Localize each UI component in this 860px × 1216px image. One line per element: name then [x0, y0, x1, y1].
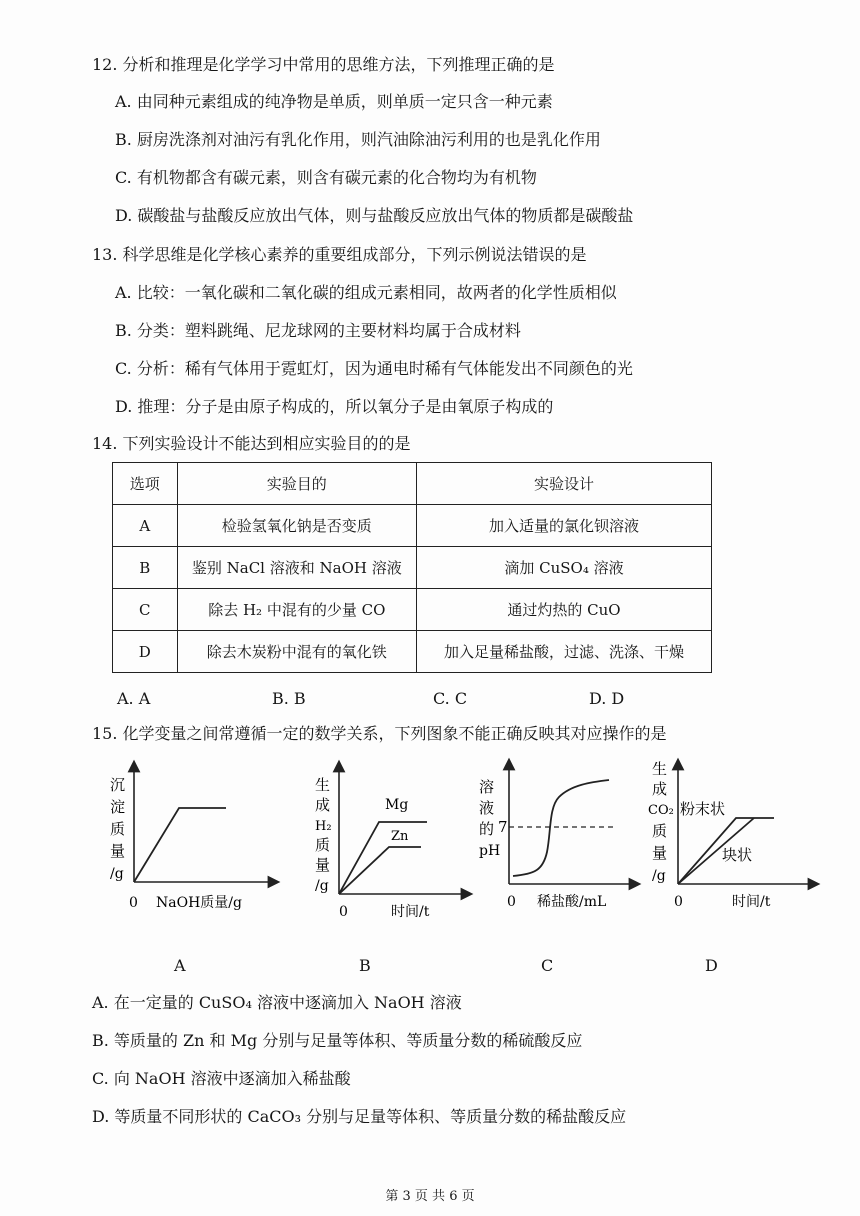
- table-cell: 鉴别 NaCl 溶液和 NaOH 溶液: [177, 547, 416, 589]
- question-12-option-a: A. 由同种元素组成的纯净物是单质，则单质一定只含一种元素: [115, 92, 553, 111]
- origin-label: 0: [339, 904, 348, 920]
- mg-label: Mg: [385, 797, 409, 813]
- table-cell: 除去木炭粉中混有的氧化铁: [177, 631, 416, 673]
- origin-label: 0: [129, 895, 138, 911]
- powder-label: 粉末状: [680, 800, 726, 818]
- question-13-option-d: D. 推理：分子是由原子构成的，所以氧分子是由氧原子构成的: [115, 397, 554, 416]
- graph-b-caption: B: [359, 956, 371, 975]
- question-15-option-b: B. 等质量的 Zn 和 Mg 分别与足量等体积、等质量分数的稀硫酸反应: [92, 1031, 583, 1050]
- y-label-char: 沉: [110, 776, 126, 794]
- y-label-char: 质: [110, 820, 126, 838]
- y-label-char: 质: [652, 822, 668, 840]
- graph-b: [304, 752, 484, 922]
- question-14-stem: 14. 下列实验设计不能达到相应实验目的的是: [92, 434, 411, 453]
- question-13-option-b: B. 分类：塑料跳绳、尼龙球网的主要材料均属于合成材料: [115, 321, 521, 340]
- question-14-answer-b: B. B: [272, 689, 306, 708]
- y-label-char: 的: [479, 820, 495, 838]
- y-label-char: 生: [315, 776, 331, 794]
- table-cell: D: [113, 631, 178, 673]
- x-label: 时间/t: [732, 894, 771, 910]
- question-15-stem: 15. 化学变量之间常遵循一定的数学关系，下列图象不能正确反映其对应操作的是: [92, 724, 667, 743]
- table-header-cell: 选项: [113, 463, 178, 505]
- graph-c-caption: C: [541, 956, 554, 975]
- table-cell: 除去 H₂ 中混有的少量 CO: [177, 589, 416, 631]
- question-14-answer-c: C. C: [433, 689, 468, 708]
- y-label-char: 量: [315, 856, 331, 874]
- graph-a: [104, 752, 284, 922]
- y-label-char: 淀: [110, 798, 126, 816]
- table-row: [113, 547, 712, 589]
- table-header-cell: 实验设计: [417, 463, 712, 505]
- graph-d: [646, 752, 826, 922]
- y-label-char: 量: [652, 844, 668, 862]
- precipitate-curve: [134, 808, 226, 882]
- graph-d-caption: D: [705, 956, 718, 975]
- table-cell: 加入足量稀盐酸，过滤、洗涤、干燥: [417, 631, 712, 673]
- y-label-char: pH: [479, 843, 501, 859]
- origin-label: 0: [507, 894, 516, 910]
- zn-label: Zn: [391, 829, 409, 844]
- ph7-tick-label: 7: [498, 818, 508, 836]
- y-label-char: 质: [315, 836, 331, 854]
- question-12-option-d: D. 碳酸盐与盐酸反应放出气体，则与盐酸反应放出气体的物质都是碳酸盐: [115, 206, 634, 225]
- y-label-char: 成: [652, 780, 668, 798]
- origin-label: 0: [674, 894, 683, 910]
- x-label: 时间/t: [391, 904, 430, 920]
- y-label-char: CO₂: [648, 803, 674, 818]
- page-footer: 第 3 页 共 6 页: [385, 1189, 475, 1204]
- y-label-char: 量: [110, 842, 126, 860]
- question-12-option-c: C. 有机物都含有碳元素，则含有碳元素的化合物均为有机物: [115, 168, 537, 187]
- y-label-char: H₂: [315, 819, 332, 834]
- y-label-unit: /g: [315, 878, 329, 894]
- y-label-char: 生: [652, 760, 668, 778]
- table-cell: 检验氢氧化钠是否变质: [177, 505, 416, 547]
- table-cell: 通过灼热的 CuO: [417, 589, 712, 631]
- question-15-option-c: C. 向 NaOH 溶液中逐滴加入稀盐酸: [92, 1069, 351, 1088]
- question-12-option-b: B. 厨房洗涤剂对油污有乳化作用，则汽油除油污利用的也是乳化作用: [115, 130, 601, 149]
- y-label-char: 成: [315, 796, 331, 814]
- table-cell: 加入适量的氯化钡溶液: [417, 505, 712, 547]
- experiment-table: [112, 462, 712, 673]
- table-cell: C: [113, 589, 178, 631]
- y-label-unit: /g: [110, 866, 124, 882]
- ph-curve: [513, 780, 609, 876]
- table-cell: A: [113, 505, 178, 547]
- question-15-option-d: D. 等质量不同形状的 CaCO₃ 分别与足量等体积、等质量分数的稀盐酸反应: [92, 1107, 627, 1126]
- lump-label: 块状: [722, 846, 753, 864]
- table-cell: 滴加 CuSO₄ 溶液: [417, 547, 712, 589]
- y-label-char: 液: [479, 799, 495, 817]
- question-13-option-c: C. 分析：稀有气体用于霓虹灯，因为通电时稀有气体能发出不同颜色的光: [115, 359, 633, 378]
- graph-c: [470, 752, 650, 922]
- x-label: NaOH质量/g: [156, 895, 242, 911]
- question-12-stem: 12. 分析和推理是化学学习中常用的思维方法，下列推理正确的是: [92, 55, 555, 74]
- x-label: 稀盐酸/mL: [537, 894, 607, 910]
- y-label-unit: /g: [652, 868, 666, 884]
- question-14-answer-a: A. A: [117, 689, 151, 708]
- table-row: [113, 505, 712, 547]
- question-13-option-a: A. 比较：一氧化碳和二氧化碳的组成元素相同，故两者的化学性质相似: [115, 283, 617, 302]
- table-header-cell: 实验目的: [177, 463, 416, 505]
- table-cell: B: [113, 547, 178, 589]
- question-14-answer-d: D. D: [589, 689, 625, 708]
- mg-curve: [339, 822, 427, 894]
- question-15-option-a: A. 在一定量的 CuSO₄ 溶液中逐滴加入 NaOH 溶液: [92, 993, 462, 1012]
- table-row: [113, 631, 712, 673]
- table-header-row: [113, 463, 712, 505]
- graph-a-caption: A: [174, 956, 186, 975]
- table-row: [113, 589, 712, 631]
- y-label-char: 溶: [479, 778, 495, 796]
- question-13-stem: 13. 科学思维是化学核心素养的重要组成部分，下列示例说法错误的是: [92, 245, 587, 264]
